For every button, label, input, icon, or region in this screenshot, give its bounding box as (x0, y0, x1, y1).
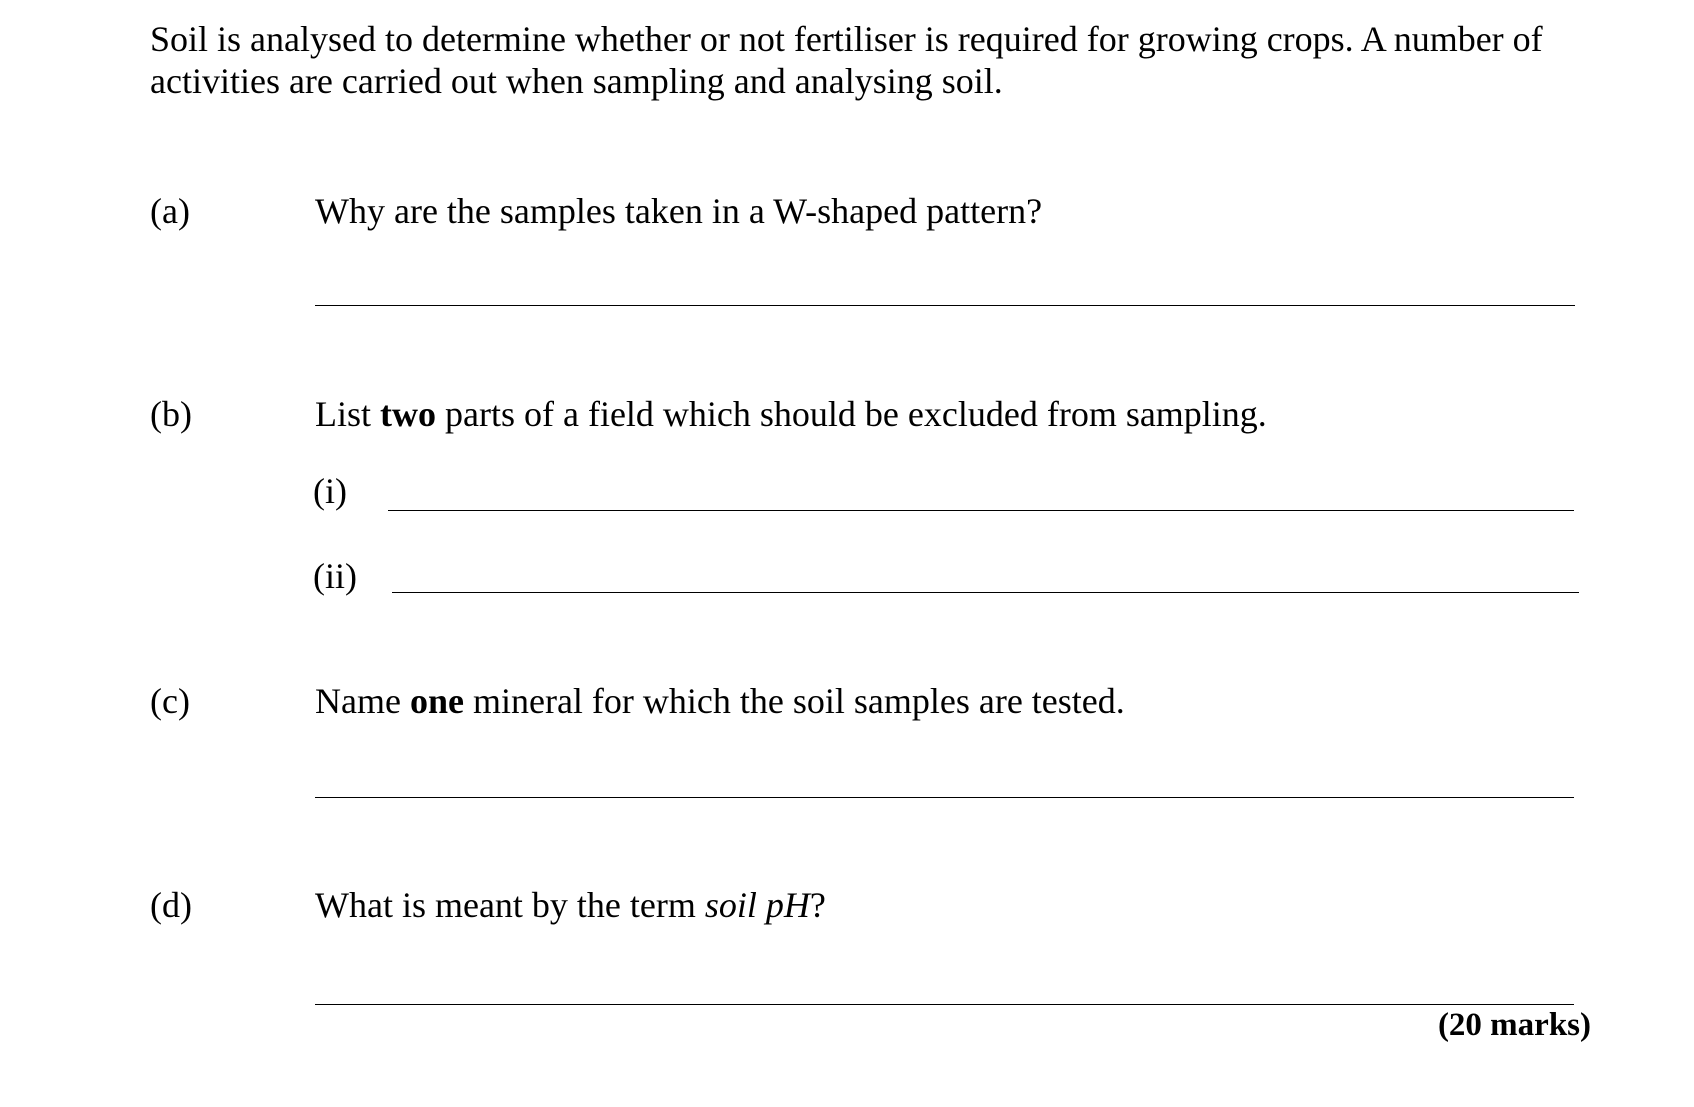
question-d-term: soil pH (704, 885, 810, 925)
question-c-text-end: mineral for which the soil samples are tested. (463, 681, 1125, 721)
question-a-text: Why are the samples taken in a W-shaped pattern? (315, 191, 1043, 231)
question-d-text-start: What is meant by the term (315, 885, 705, 925)
answer-line-b-ii[interactable] (392, 592, 1579, 593)
total-marks: (20 marks) (1437, 1007, 1591, 1043)
answer-line-d[interactable] (315, 1004, 1574, 1005)
question-c-emphasis: one (409, 681, 464, 721)
intro-text: Soil is analysed to determine whether or not fertiliser is required for growing crops. A number of activities are carried out when sampling and analysing soil. (150, 19, 1543, 101)
question-b-sub-i-label: (i) (313, 471, 347, 511)
question-c-text-start: Name (315, 681, 410, 721)
question-b-label: (b) (150, 394, 192, 434)
question-c-text (315, 680, 1125, 722)
question-d-label: (d) (150, 885, 192, 925)
question-b-text-end: parts of a field which should be excluded from sampling. (436, 394, 1267, 434)
answer-line-a[interactable] (315, 305, 1575, 306)
question-d-text-end: ? (809, 885, 826, 925)
question-b-text-start: List (315, 394, 381, 434)
question-b-text (315, 393, 1267, 435)
answer-line-b-i[interactable] (388, 510, 1574, 511)
question-c-label: (c) (150, 681, 190, 721)
answer-line-c[interactable] (315, 797, 1574, 798)
question-a-label: (a) (150, 191, 190, 231)
question-d-text (315, 884, 826, 926)
question-b-emphasis: two (380, 394, 437, 434)
question-b-sub-ii-label: (ii) (313, 556, 357, 596)
